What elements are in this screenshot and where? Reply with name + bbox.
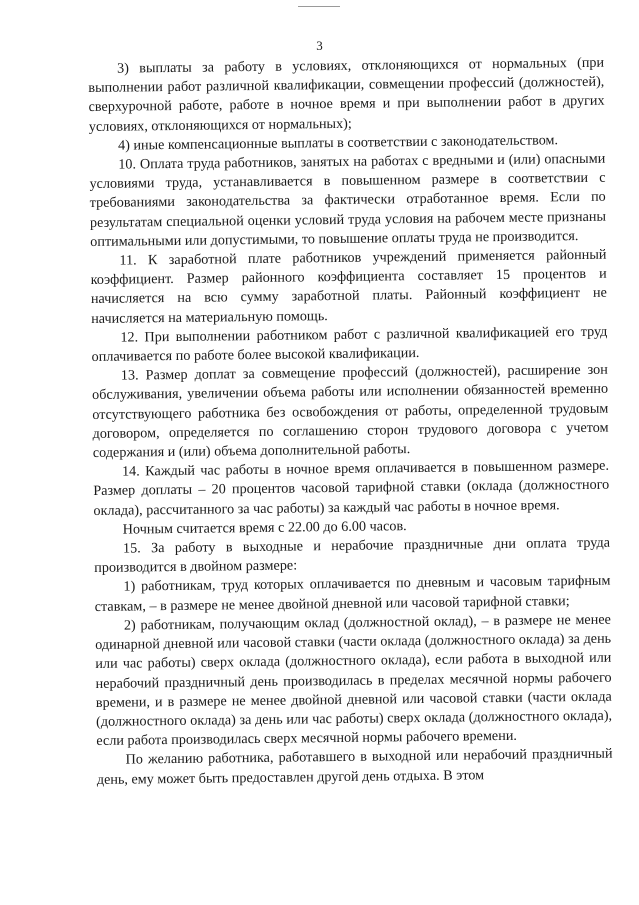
paragraph-12-different-qualification: 12. При выполнении работником работ с различной квалификацией его труд оплачивается по работе более высокой квалификации. [91,323,608,366]
page-number: 3 [316,38,323,53]
top-edge-mark [298,6,340,7]
paragraph-15-item-1: 1) работникам, труд которых оплачивается по дневным и часовым тарифным ставкам, – в размере не менее двойной дневной или часовой тарифной ставки; [94,573,611,615]
paragraph-15-weekend-holiday-work: 15. За работу в выходные и нерабочие праздничные дни оплата труда производится в двойном размере: [94,534,611,577]
document-body [88,54,613,790]
paragraph-15-item-2: 2) работникам, получающим оклад (должностной оклад), – в размере не менее одинарной дневной или часовой ставки (части оклада (должностного оклада) за день или час работы) сверх оклада (должностного оклада), если работа в выходной или нерабочий праздничный день производилась в пределах месячной нормы рабочего времени, и в размере не менее двойной дневной или часовой ставки (части оклада (должностного оклада) за день или час работы) сверх оклада (должностного оклада), если работа производилась сверх месячной нормы рабочего времени. [95,611,613,750]
paragraph-13-combination-surcharge: 13. Размер доплат за совмещение профессий (должностей), расширение зон обслуживания, увеличении объема работы или исполнении обязанностей временно отсутствующего работника без освобождения от работы, определенной трудовым договором, определяется по соглашению сторон трудового договора с учетом содержания и (или) объема дополнительной работы. [92,361,609,462]
paragraph-10-hazardous-work: 10. Оплата труда работников, занятых на работах с вредными и (или) опасными условиями труда, устанавливается в повышенном размере в соответствии с требованиями законодательства за фактически отработанное время. Если по результатам специальной оценки условий труда условия на рабочем месте признаны оптимальными или допустимыми, то повышение оплаты труда не производится. [89,150,607,250]
paragraph-night-time-definition: Ночным считается время с 22.00 до 6.00 часов. [122,518,407,538]
paragraph-14-night-work: 14. Каждый час работы в ночное время оплачивается в повышенном размере. Размер доплаты – 20 процентов часовой тарифной ставки (оклада (должностного оклада), рассчитанного за час работы) за каждый час работы в ночное время. [93,457,610,519]
paragraph-day-off-option: По желанию работника, работавшего в выходной или нерабочий праздничный день, ему может быть предоставлен другой день отдыха. В этом [96,745,613,788]
paragraph-other-compensation: 4) иные компенсационные выплаты в соответствии с законодательством. [117,132,559,154]
paragraph-payments-deviating-conditions: 3) выплаты за работу в условиях, отклоняющихся от нормальных (при выполнении работ различной квалификации, совмещении профессий (должностей), сверхурочной работе, работе в ночное время и при выполнении работ в других условиях, отклоняющихся от нормальных); [88,54,605,135]
paragraph-11-regional-coefficient: 11. К заработной плате работников учреждений применяется районный коэффициент. Размер районного коэффициента составляет 15 процентов и начисляется на всю сумму заработной платы. Районный коэффициент не начисляется на материальную помощь. [90,246,607,327]
